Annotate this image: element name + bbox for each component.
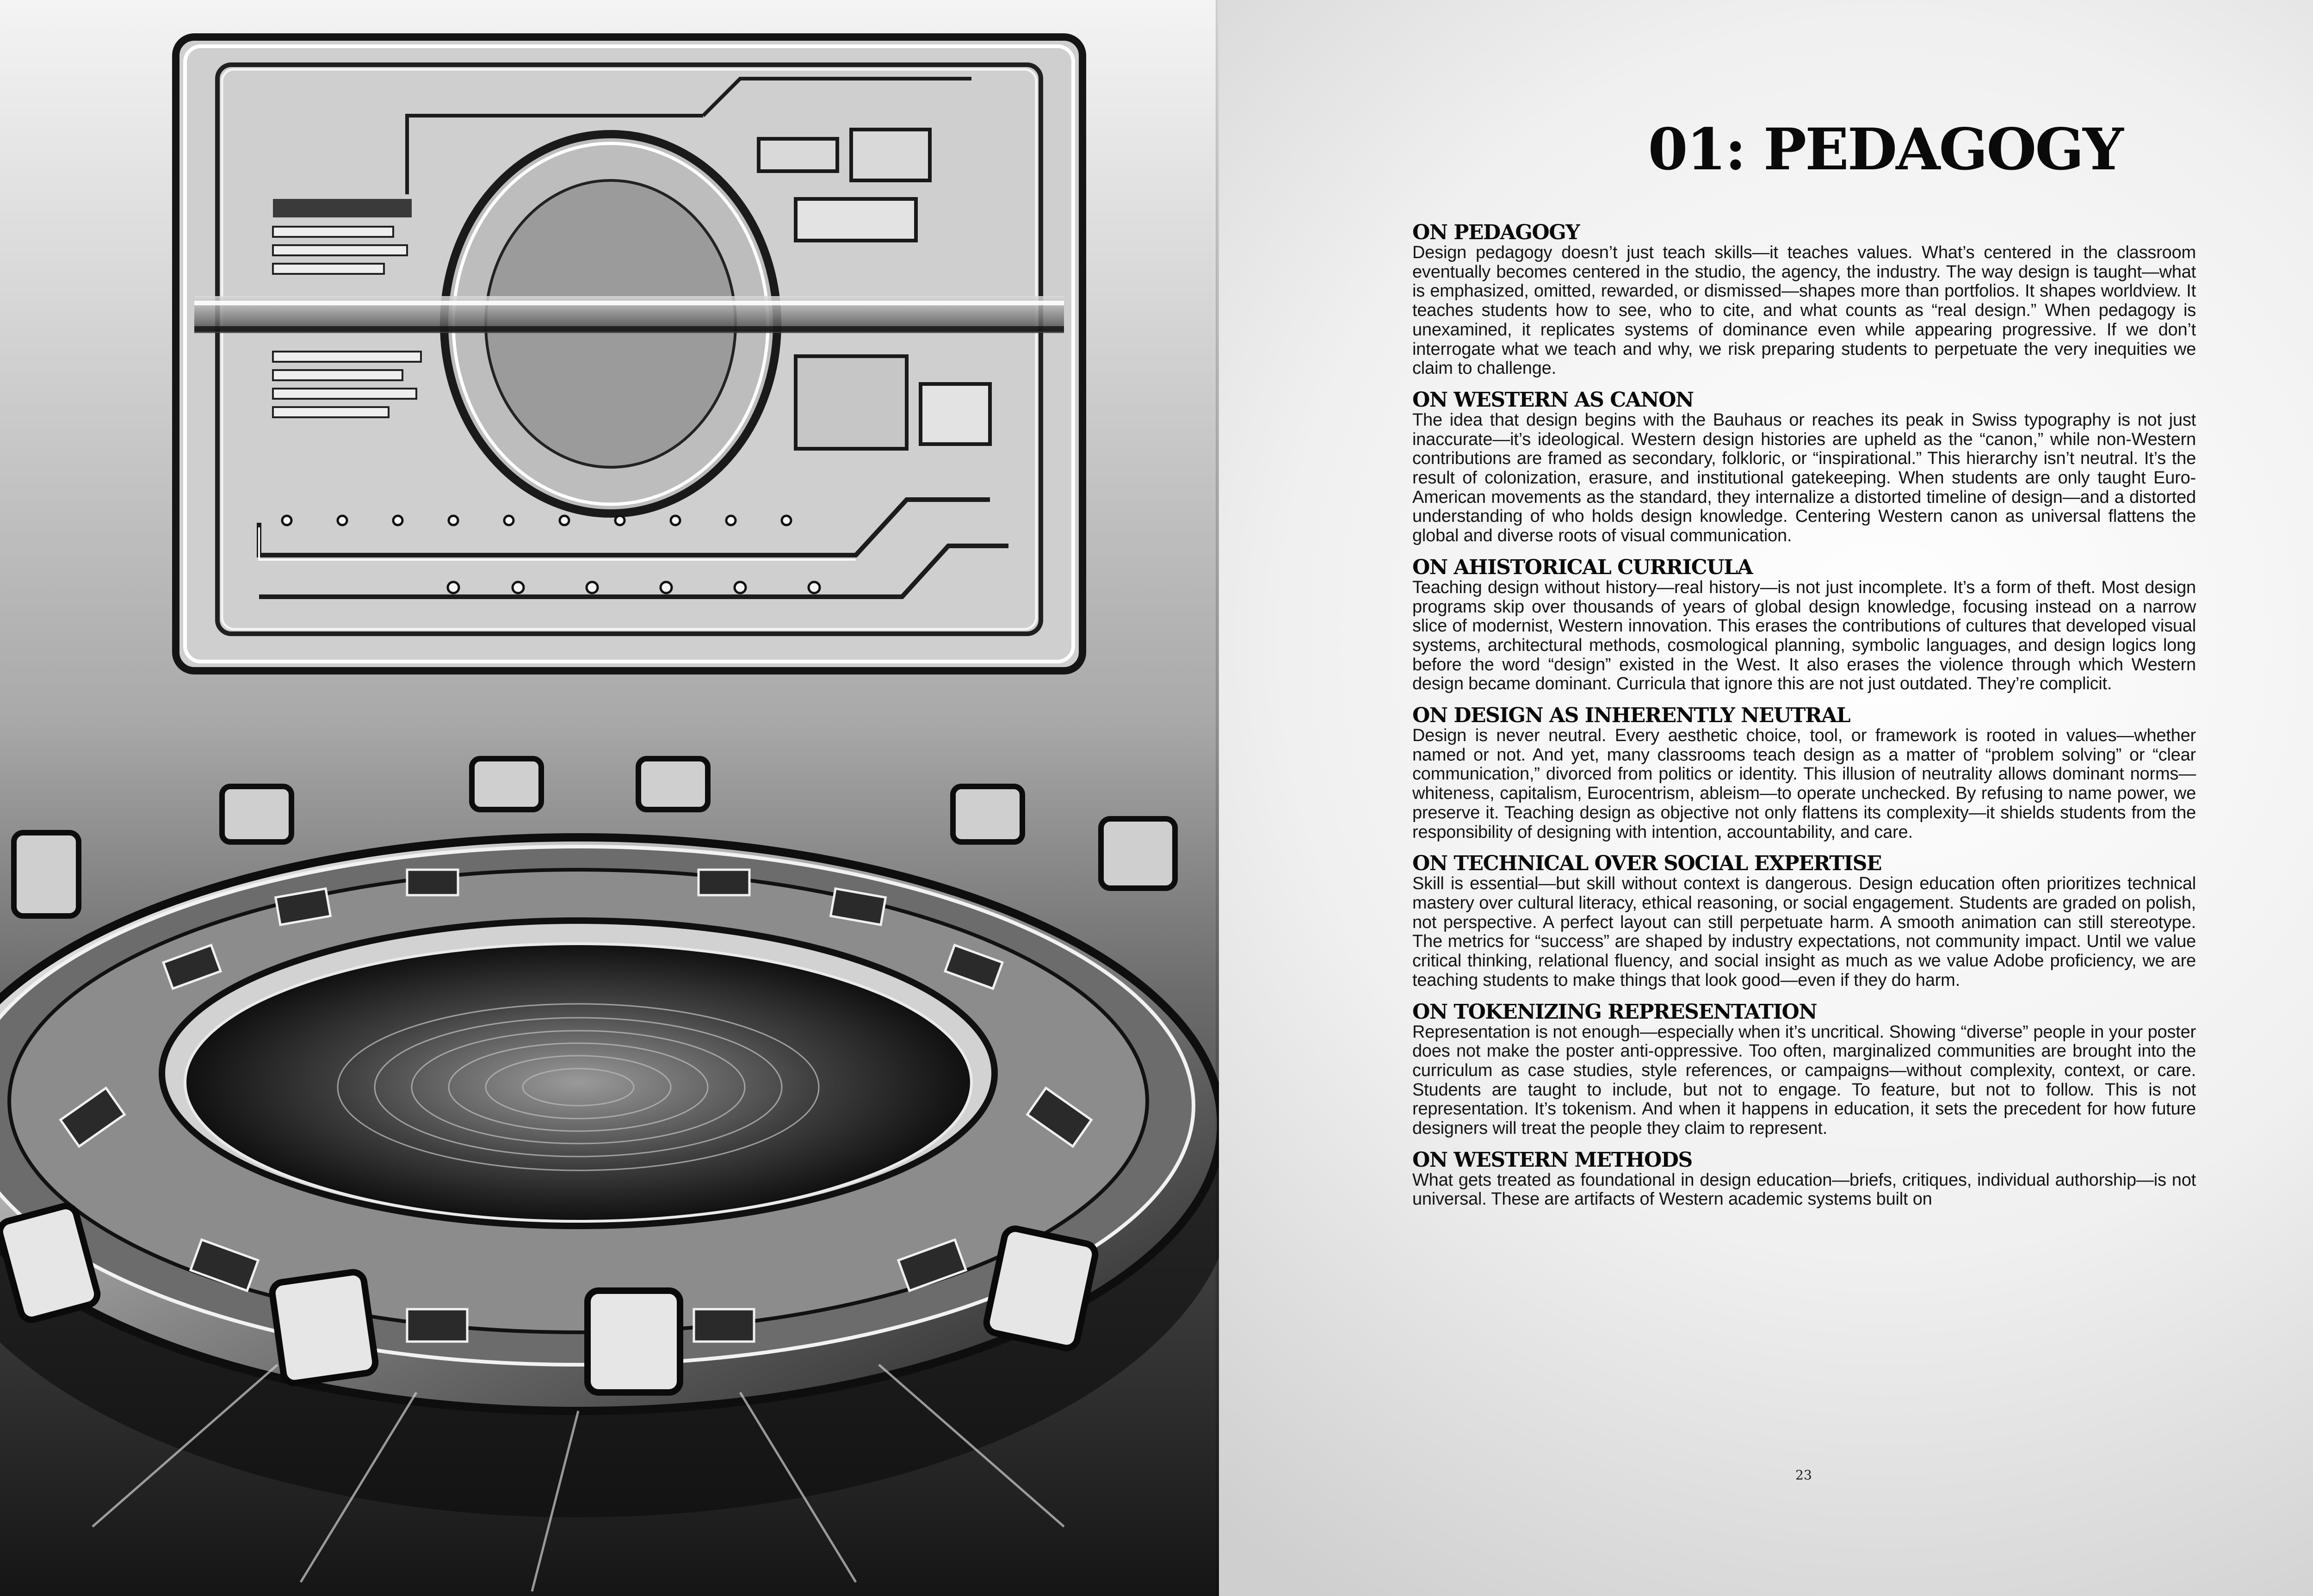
section-on-technical-over-social-expertise xyxy=(1412,853,2196,990)
section-body: Teaching design without history—real history—is not just incomplete. It’s a form of theft. Most design programs skip over thousands of years of global design knowledge, focusing instead on a narrow slice of modernist, Western innovation. This erases the contributions of cultures that developed visual systems, architectural methods, cosmological planning, symbolic languages, and design logics long before the word “design” existed in the West. It also erases the violence through which Western design became dominant. Curricula that ignore this are not just outdated. They’re complicit. xyxy=(1412,577,2196,694)
section-heading: ON WESTERN AS CANON xyxy=(1412,388,1694,412)
section-body: Design is never neutral. Every aesthetic choice, tool, or framework is rooted in values—whether named or not. And yet, many classrooms teach design as a matter of “problem solving” or “clear communication,” divorced from politics or identity. This illusion of neutrality allows dominant norms—whiteness, capitalism, Eurocentrism, ableism—to operate unchecked. By refusing to name power, we preserve it. Teaching design as objective not only flattens its complexity—it shields students from the responsibility of designing with intention, accountability, and care. xyxy=(1412,726,2196,842)
section-on-western-methods xyxy=(1412,1150,2196,1209)
circuit-panel xyxy=(176,37,1082,671)
section-heading: ON PEDAGOGY xyxy=(1412,221,1580,244)
section-body: Skill is essential—but skill without context is dangerous. Design education often prioritizes technical mastery over cultural literacy, ethical reasoning, or social engagement. Students are graded on polish, not perspective. A perfect layout can still perpetuate harm. A smooth animation can still stereotype. The metrics for “success” are shaped by industry expectations, not community impact. Until we value critical thinking, relational fluency, and social insight as much as we value Adobe proficiency, we are teaching students to make things that look good—even if they do harm. xyxy=(1412,874,2196,990)
section-heading: ON AHISTORICAL CURRICULA xyxy=(1412,555,1753,579)
text-page xyxy=(1219,0,2313,1596)
section-on-design-as-inherently-neutral xyxy=(1412,705,2196,842)
essay-sections xyxy=(1412,222,2196,1220)
section-heading: ON DESIGN AS INHERENTLY NEUTRAL xyxy=(1412,704,1850,728)
section-on-ahistorical-curricula xyxy=(1412,557,2196,694)
page-number: 23 xyxy=(1795,1467,1812,1483)
section-on-tokenizing-representation xyxy=(1412,1002,2196,1138)
section-body: Representation is not enough—especially when it’s uncritical. Showing “diverse” people in your poster does not make the poster anti-oppressive. Too often, marginalized communities are brought into the curriculum as case studies, style references, or campaigns—without complexity, context, or care. Students are taught to include, but not to engage. To feature, but not to follow. This is not representation. It’s tokenism. And when it happens in education, it sets the precedent for how future designers will treat the people they claim to represent. xyxy=(1412,1022,2196,1138)
section-heading: ON TOKENIZING REPRESENTATION xyxy=(1412,1000,1817,1024)
ring-table xyxy=(0,759,1219,1591)
section-body: What gets treated as foundational in design education—briefs, critiques, individual authorship—is not universal. These are artifacts of Western academic systems built on xyxy=(1412,1170,2196,1209)
section-body: Design pedagogy doesn’t just teach skills—it teaches values. What’s centered in the classroom eventually becomes centered in the studio, the agency, the industry. The way design is taught—what is emphasized, omitted, rewarded, or dismissed—shapes more than portfolios. It shapes worldview. It teaches students how to see, who to cite, and what counts as “real design.” When pedagogy is unexamined, it replicates systems of dominance even while appearing progressive. If we don’t interrogate what we teach and why, we risk preparing students to perpetuate the very inequities we claim to challenge. xyxy=(1412,243,2196,378)
section-on-western-as-canon xyxy=(1412,390,2196,546)
section-on-pedagogy xyxy=(1412,222,2196,378)
section-body: The idea that design begins with the Bauhaus or reaches its peak in Swiss typography is not just inaccurate—it’s ideological. Western design histories are upheld as the “canon,” while non-Western contributions are framed as secondary, folkloric, or “inspirational.” This hierarchy isn’t neutral. It’s the result of colonization, erasure, and institutional gatekeeping. When students are only taught Euro-American movements as the standard, they internalize a distorted timeline of design—and a distorted understanding of who holds design knowledge. Centering Western canon as universal flattens the global and diverse roots of visual communication. xyxy=(1412,410,2196,546)
section-heading: ON WESTERN METHODS xyxy=(1412,1148,1692,1172)
chapter-title: 01: PEDAGOGY xyxy=(1648,116,2122,183)
section-heading: ON TECHNICAL OVER SOCIAL EXPERTISE xyxy=(1412,852,1881,876)
